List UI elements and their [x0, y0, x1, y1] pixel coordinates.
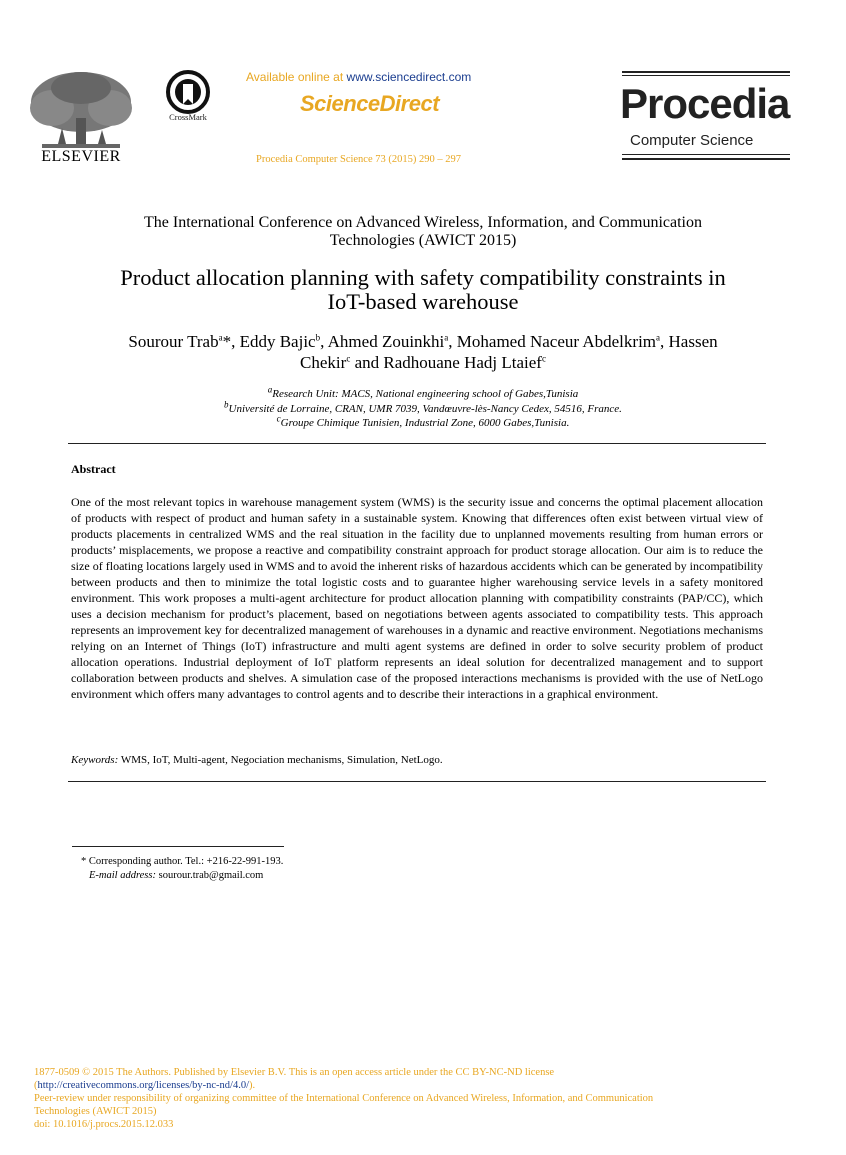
author-affil-mark: c — [541, 353, 546, 364]
availability-notice — [246, 70, 471, 84]
doi[interactable]: doi: 10.1016/j.procs.2015.12.033 — [34, 1119, 174, 1130]
author-affil-mark: c — [346, 353, 351, 364]
journal-subtitle: Computer Science — [630, 132, 754, 149]
author-separator: and — [350, 353, 384, 372]
procedia-top-rule-thin — [622, 75, 790, 76]
license-link[interactable]: http://creativecommons.org/licenses/by-nc-nd/4.0/ — [37, 1080, 250, 1091]
affiliation-text: Université de Lorraine, CRAN, UMR 7039, Vandœuvre-lès-Nancy Cedex, 54516, France. — [228, 403, 622, 415]
author-affil-mark: b — [315, 332, 321, 343]
author-affil-mark: a — [444, 332, 449, 343]
affiliation-mark: a — [267, 384, 273, 395]
email-line — [89, 870, 263, 881]
keywords-label: Keywords: — [71, 754, 119, 766]
conference-name — [60, 214, 786, 250]
paren: ). — [249, 1080, 256, 1091]
keywords-text: WMS, IoT, Multi-agent, Negociation mechanisms, Simulation, NetLogo. — [118, 754, 443, 766]
procedia-bottom-rule — [622, 158, 790, 160]
author-name: Sourour Trab — [128, 332, 219, 351]
sciencedirect-logo: ScienceDirect — [300, 91, 440, 116]
keywords — [71, 754, 443, 766]
paper-title-line-2: IoT-based warehouse — [327, 289, 519, 314]
author-name: Ahmed Zouinkhi — [327, 332, 445, 351]
author-affil-mark: a — [656, 332, 661, 343]
availability-prefix: Available online at — [246, 70, 347, 84]
author-name: Chekir — [300, 353, 347, 372]
peer-review-line-2: Technologies (AWICT 2015) — [34, 1106, 157, 1117]
affiliation-text: Research Unit: MACS, National engineering school of Gabes,Tunisia — [272, 388, 579, 400]
conference-line-2: Technologies (AWICT 2015) — [329, 232, 517, 249]
conference-line-1: The International Conference on Advanced Wireless, Information, and Communication — [144, 214, 702, 231]
crossmark-label: CrossMark — [169, 112, 207, 122]
author-name: Eddy Bajic — [239, 332, 316, 351]
abstract-body: One of the most relevant topics in warehouse management system (WMS) is the security issue and concerns the optimal placement allocation of products with respect of product and human safety in a sustainable system. Knowing that differences often exist between virtual view of products placements in centralized WMS and the real situation in the facility due to unplanned movements resulting from human errors or products’ misplacements, we propose a reactive and compatibility constraint approach for product storage allocation. Our aim is to reduce the size of floating locations largely used in WMS and to avoid the inherent risks of hazardous accidents which can be generated by incompatibility between products and then to minimize the total logistic costs and to guarantee higher warehousing service levels in a safety monitored environment. This work proposes a multi-agent architecture for product allocation planning with compatibility constraints (PAP/CC), which uses a decision mechanism for product’s placement, based on negotiations between agents associated to compatibility tests. This approach represents an improvement key for decentralized management of warehouses in a dynamic and reactive environment. Negotiations mechanisms relying on an Internet of Things (IoT) infrastructure and multi agent systems are defined in order to solve security problem of product allocation operations. Industrial deployment of IoT platform represents an ideal solution for decentralized management and to support collaboration between products and shelves. A simulation case of the proposed interactions mechanisms is provided with the use of NetLogo environment which offers many advantages to control agents and to describe their interactions in a graphical environment. — [71, 495, 763, 701]
paper-title — [60, 266, 786, 314]
author-affil-mark: a — [218, 332, 223, 343]
author-separator: , Hassen — [660, 332, 718, 351]
peer-review-line: Peer-review under responsibility of organizing committee of the International Conference on Advanced Wireless, Information, and Communication — [34, 1093, 654, 1104]
license-url-line — [34, 1079, 814, 1092]
journal-title: Procedia — [620, 80, 790, 127]
affiliation-text: Groupe Chimique Tunisien, Industrial Zone, 6000 Gabes,Tunisia. — [280, 417, 570, 429]
affiliation-mark: c — [276, 413, 281, 424]
journal-reference: Procedia Computer Science 73 (2015) 290 – 297 — [256, 154, 461, 165]
divider — [68, 781, 766, 782]
email-address[interactable]: sourour.trab@gmail.com — [155, 870, 264, 881]
divider — [68, 443, 766, 444]
footer — [34, 1066, 814, 1131]
procedia-bottom-rule-thin — [622, 154, 790, 155]
procedia-top-rule — [622, 71, 790, 73]
publisher-name: ELSEVIER — [41, 148, 121, 165]
abstract-heading: Abstract — [71, 462, 116, 476]
affiliation-mark: b — [224, 399, 229, 410]
author-separator: , — [448, 332, 457, 351]
author-name: Mohamed Naceur Abdelkrim — [456, 332, 657, 351]
paren: ( — [34, 1080, 38, 1091]
footnote-rule — [72, 846, 284, 847]
affiliation-a — [60, 384, 786, 400]
author-separator: *, — [222, 332, 240, 351]
affiliation-b — [60, 399, 786, 415]
license-line: 1877-0509 © 2015 The Authors. Published by Elsevier B.V. This is an open access article under the CC BY-NC-ND license — [34, 1067, 555, 1078]
corresponding-author: * Corresponding author. Tel.: +216-22-991-193. — [81, 856, 284, 867]
email-label: E-mail address: — [89, 870, 156, 881]
author-separator: , — [320, 332, 328, 351]
sciencedirect-link[interactable]: www.sciencedirect.com — [346, 70, 472, 84]
author-list — [60, 331, 786, 373]
affiliation-c — [60, 413, 786, 429]
paper-title-line-1: Product allocation planning with safety compatibility constraints in — [120, 265, 726, 290]
author-name: Radhouane Hadj Ltaief — [383, 353, 542, 372]
